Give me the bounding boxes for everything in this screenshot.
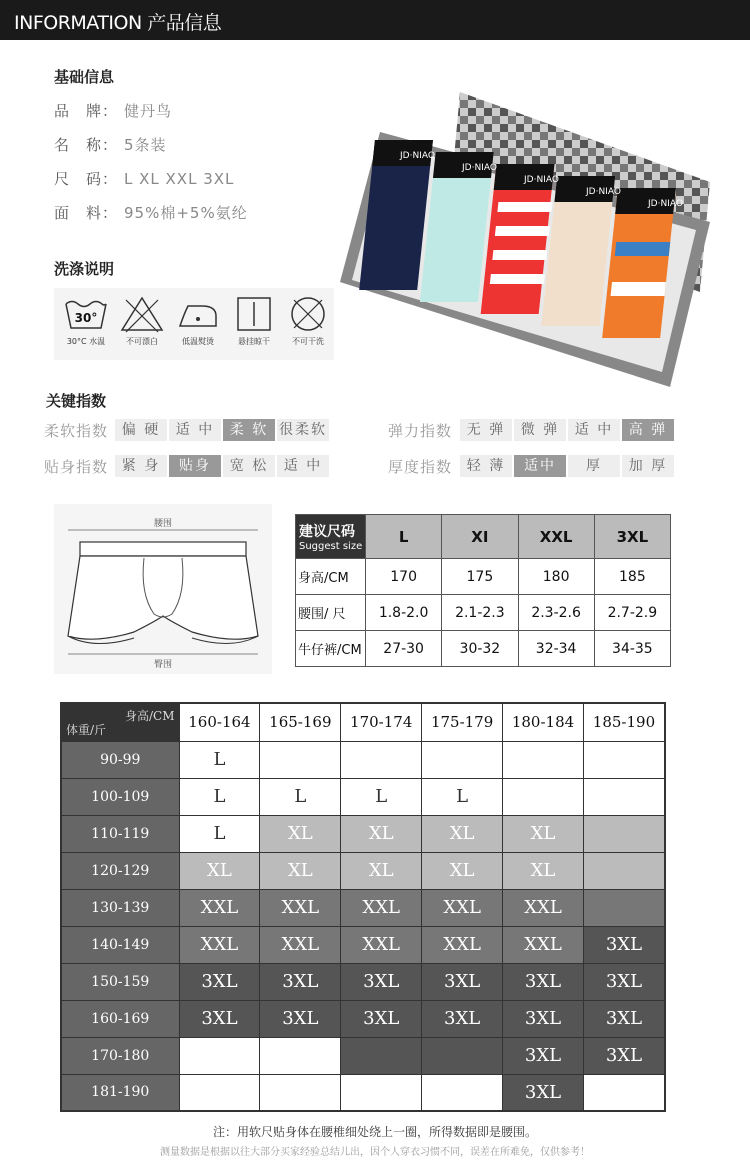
size-cell: 3XL bbox=[583, 1037, 665, 1074]
basic-info-value: 5条装 bbox=[124, 136, 167, 154]
size-cell: XXL bbox=[503, 926, 584, 963]
size-cell: XL bbox=[179, 852, 260, 889]
svg-text:JD·NIAO: JD·NIAO bbox=[524, 175, 559, 185]
height-column-header: 165-169 bbox=[260, 703, 341, 741]
svg-text:腰围: 腰围 bbox=[153, 519, 173, 529]
weight-row-label: 140-149 bbox=[61, 926, 179, 963]
wash-label: 不可漂白 bbox=[126, 337, 158, 346]
height-column-header: 160-164 bbox=[179, 703, 260, 741]
basic-info-row bbox=[54, 134, 167, 155]
size-cell bbox=[503, 741, 584, 778]
size-cell: XXL bbox=[341, 926, 422, 963]
weight-row-label: 130-139 bbox=[61, 889, 179, 926]
size-cell bbox=[179, 1074, 260, 1111]
wash-label: 悬挂晾干 bbox=[238, 337, 270, 346]
soft-option: 适 中 bbox=[169, 419, 221, 441]
thick-option: 厚 bbox=[568, 455, 620, 477]
weight-row-label: 100-109 bbox=[61, 778, 179, 815]
height-column-header: 185-190 bbox=[583, 703, 665, 741]
size-cell bbox=[422, 1074, 503, 1111]
elasticity-label: 弹力指数 bbox=[388, 422, 453, 440]
table-row bbox=[61, 1000, 665, 1037]
fit-label: 贴身指数 bbox=[44, 458, 109, 476]
weight-row-label: 170-180 bbox=[61, 1037, 179, 1074]
soft-option: 偏 硬 bbox=[115, 419, 167, 441]
size-cell: XXL bbox=[422, 889, 503, 926]
wash-label: 低温熨烫 bbox=[182, 337, 214, 346]
size-column-header: 3XL bbox=[594, 515, 670, 559]
size-cell: L bbox=[179, 741, 260, 778]
elastic-option: 适 中 bbox=[568, 419, 620, 441]
size-cell: 3XL bbox=[583, 926, 665, 963]
size-cell: XL bbox=[260, 852, 341, 889]
svg-text:JD·NIAO: JD·NIAO bbox=[648, 199, 683, 209]
thick-option: 适中 bbox=[514, 455, 566, 477]
weight-row-label: 150-159 bbox=[61, 963, 179, 1000]
svg-text:JD·NIAO: JD·NIAO bbox=[586, 187, 621, 197]
fit-option: 紧 身 bbox=[115, 455, 167, 477]
elastic-option: 高 弹 bbox=[622, 419, 674, 441]
basic-info-row bbox=[54, 100, 172, 121]
basic-info-key: 名 称： bbox=[54, 136, 119, 154]
wash-30-icon bbox=[60, 294, 112, 356]
size-cell bbox=[583, 778, 665, 815]
size-cell bbox=[179, 1037, 260, 1074]
table-row bbox=[61, 741, 665, 778]
size-cell: XL bbox=[422, 815, 503, 852]
table-cell: 1.8-2.0 bbox=[366, 595, 442, 631]
weight-row-label: 181-190 bbox=[61, 1074, 179, 1111]
size-column-header: L bbox=[366, 515, 442, 559]
thick-option: 加 厚 bbox=[622, 455, 674, 477]
size-cell: XL bbox=[503, 815, 584, 852]
basic-info-value: L XL XXL 3XL bbox=[124, 170, 235, 188]
elastic-option: 微 弹 bbox=[514, 419, 566, 441]
size-cell bbox=[260, 1037, 341, 1074]
table-row bbox=[61, 889, 665, 926]
size-cell bbox=[583, 852, 665, 889]
size-cell: 3XL bbox=[583, 963, 665, 1000]
size-column-header: XI bbox=[442, 515, 518, 559]
size-cell: L bbox=[422, 778, 503, 815]
table-row bbox=[61, 778, 665, 815]
size-cell: XL bbox=[341, 815, 422, 852]
table-row bbox=[61, 963, 665, 1000]
weight-row-label: 120-129 bbox=[61, 852, 179, 889]
size-cell: 3XL bbox=[503, 1037, 584, 1074]
size-cell: XXL bbox=[341, 889, 422, 926]
basic-info-row bbox=[54, 168, 234, 189]
weight-height-size-table bbox=[60, 702, 666, 1112]
fit-option: 适 中 bbox=[277, 455, 329, 477]
table-cell: 180 bbox=[518, 559, 594, 595]
size-cell: 3XL bbox=[179, 1000, 260, 1037]
table-row bbox=[61, 1037, 665, 1074]
table-row bbox=[296, 595, 671, 631]
wash-title: 洗涤说明 bbox=[54, 260, 115, 278]
size-cell bbox=[583, 741, 665, 778]
product-box-image bbox=[340, 92, 710, 392]
table-row bbox=[61, 926, 665, 963]
size-cell: 3XL bbox=[341, 1000, 422, 1037]
no-dry-clean-icon bbox=[282, 294, 334, 356]
elastic-option: 无 弹 bbox=[460, 419, 512, 441]
suggest-size-title: 建议尺码 bbox=[299, 524, 355, 540]
wash-label: 不可干洗 bbox=[292, 337, 324, 346]
table-cell: 170 bbox=[366, 559, 442, 595]
size-cell: 3XL bbox=[179, 963, 260, 1000]
basic-info-key: 品 牌： bbox=[54, 102, 119, 120]
weight-row-label: 90-99 bbox=[61, 741, 179, 778]
size-cell: XXL bbox=[503, 889, 584, 926]
size-cell bbox=[341, 1074, 422, 1111]
size-cell: XL bbox=[422, 852, 503, 889]
table-cell: 2.3-2.6 bbox=[518, 595, 594, 631]
size-cell: XL bbox=[341, 852, 422, 889]
size-cell bbox=[422, 1037, 503, 1074]
size-cell: XXL bbox=[260, 926, 341, 963]
size-cell: XL bbox=[503, 852, 584, 889]
size-cell bbox=[583, 889, 665, 926]
size-cell bbox=[260, 1074, 341, 1111]
softness-label: 柔软指数 bbox=[44, 422, 109, 440]
height-column-header: 170-174 bbox=[341, 703, 422, 741]
table-row bbox=[61, 852, 665, 889]
table-row bbox=[296, 559, 671, 595]
basic-info-value: 健丹鸟 bbox=[124, 102, 173, 120]
height-column-header: 180-184 bbox=[503, 703, 584, 741]
basic-info-row bbox=[54, 202, 248, 223]
key-index-title: 关键指数 bbox=[46, 392, 107, 410]
corner-weight-label: 体重/斤 bbox=[66, 722, 107, 737]
size-cell bbox=[583, 815, 665, 852]
table-row bbox=[61, 815, 665, 852]
height-column-header: 175-179 bbox=[422, 703, 503, 741]
basic-info-key: 面 料： bbox=[54, 204, 119, 222]
table-row bbox=[61, 1074, 665, 1111]
thick-option: 轻 薄 bbox=[460, 455, 512, 477]
size-cell: 3XL bbox=[503, 1000, 584, 1037]
header-title: INFORMATION 产品信息 bbox=[14, 12, 222, 34]
fit-option: 宽 松 bbox=[223, 455, 275, 477]
size-cell: XXL bbox=[260, 889, 341, 926]
size-cell: 3XL bbox=[503, 1074, 584, 1111]
size-cell: 3XL bbox=[583, 1000, 665, 1037]
size-cell: XL bbox=[260, 815, 341, 852]
row-label: 腰围/ 尺 bbox=[296, 595, 366, 631]
size-cell: XXL bbox=[422, 926, 503, 963]
size-cell: 3XL bbox=[260, 1000, 341, 1037]
size-cell bbox=[341, 741, 422, 778]
svg-text:JD·NIAO: JD·NIAO bbox=[400, 151, 435, 161]
size-cell bbox=[341, 1037, 422, 1074]
size-cell: XXL bbox=[179, 889, 260, 926]
corner-height-label: 身高/CM bbox=[124, 709, 175, 723]
table-cell: 27-30 bbox=[366, 631, 442, 667]
size-cell bbox=[583, 1074, 665, 1111]
size-cell: 3XL bbox=[422, 963, 503, 1000]
suggest-size-table bbox=[295, 514, 671, 667]
measurement-diagram bbox=[54, 504, 272, 674]
table-cell: 2.7-2.9 bbox=[594, 595, 670, 631]
size-cell: L bbox=[341, 778, 422, 815]
low-iron-icon bbox=[172, 294, 224, 356]
suggest-size-header bbox=[296, 515, 366, 559]
basic-info-title: 基础信息 bbox=[54, 68, 115, 86]
page-header bbox=[0, 0, 750, 40]
size-cell: L bbox=[260, 778, 341, 815]
table-cell: 32-34 bbox=[518, 631, 594, 667]
fit-option: 贴身 bbox=[169, 455, 221, 477]
size-cell: L bbox=[179, 778, 260, 815]
row-label: 牛仔裤/CM bbox=[296, 631, 366, 667]
table-cell: 34-35 bbox=[594, 631, 670, 667]
size-cell: XXL bbox=[179, 926, 260, 963]
suggest-size-subtitle: Suggest size bbox=[299, 541, 363, 552]
size-cell: L bbox=[179, 815, 260, 852]
weight-row-label: 110-119 bbox=[61, 815, 179, 852]
thickness-label: 厚度指数 bbox=[388, 458, 453, 476]
measure-note: 注：用软尺贴身体在腰椎细处绕上一圈，所得数据即是腰围。 bbox=[212, 1125, 537, 1139]
no-bleach-icon bbox=[116, 294, 168, 356]
wash-icons-panel bbox=[54, 288, 334, 360]
soft-option: 柔 软 bbox=[223, 419, 275, 441]
table-corner-header bbox=[61, 703, 179, 741]
table-cell: 175 bbox=[442, 559, 518, 595]
row-label: 身高/CM bbox=[296, 559, 366, 595]
basic-info-value: 95%棉+5%氨纶 bbox=[124, 204, 248, 222]
weight-row-label: 160-169 bbox=[61, 1000, 179, 1037]
svg-text:JD·NIAO: JD·NIAO bbox=[462, 163, 497, 173]
soft-option: 很柔软 bbox=[277, 419, 329, 441]
table-cell: 2.1-2.3 bbox=[442, 595, 518, 631]
svg-text:臀围: 臀围 bbox=[153, 660, 173, 670]
size-column-header: XXL bbox=[518, 515, 594, 559]
size-cell bbox=[422, 741, 503, 778]
hang-dry-icon bbox=[228, 294, 280, 356]
size-cell: 3XL bbox=[422, 1000, 503, 1037]
disclaimer-note: 测量数据是根据以往大部分买家经验总结儿出，因个人穿衣习惯不同，误差在所难免，仅供参考！ bbox=[160, 1147, 590, 1158]
size-cell: 3XL bbox=[503, 963, 584, 1000]
size-cell: 3XL bbox=[341, 963, 422, 1000]
table-cell: 30-32 bbox=[442, 631, 518, 667]
size-cell: 3XL bbox=[260, 963, 341, 1000]
table-cell: 185 bbox=[594, 559, 670, 595]
table-row bbox=[296, 631, 671, 667]
size-cell bbox=[503, 778, 584, 815]
size-cell bbox=[260, 741, 341, 778]
basic-info-key: 尺 码： bbox=[54, 170, 119, 188]
wash-label: 30°C 水温 bbox=[66, 337, 106, 346]
svg-text:30°: 30° bbox=[74, 311, 98, 325]
